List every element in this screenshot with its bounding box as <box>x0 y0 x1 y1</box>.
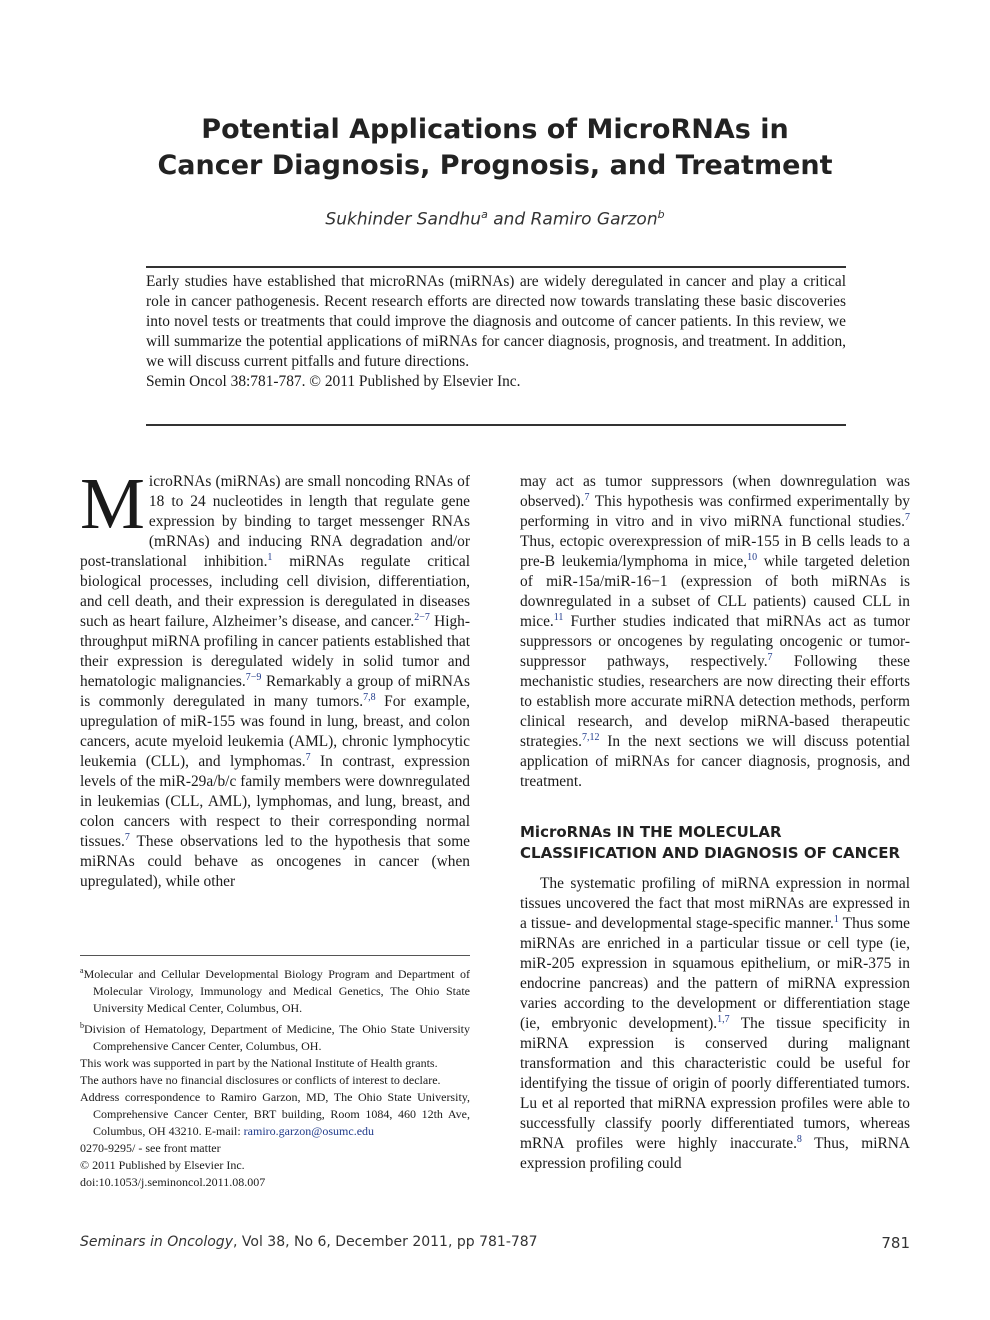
title-line-2: Cancer Diagnosis, Prognosis, and Treatment <box>157 150 833 181</box>
citation-link[interactable]: 7 <box>305 751 311 763</box>
footnotes <box>80 962 470 1191</box>
disclosure-note: The authors have no financial disclosures or conflicts of interest to declare. <box>80 1073 441 1087</box>
page-number: 781 <box>881 1234 910 1252</box>
title-line-1: Potential Applications of MicroRNAs in <box>201 114 789 145</box>
email-link[interactable]: ramiro.garzon@osumc.edu <box>243 1124 375 1138</box>
copyright: © 2011 Published by Elsevier Inc. <box>80 1158 245 1172</box>
author-separator: and <box>487 209 531 230</box>
doi[interactable]: doi:10.1053/j.seminoncol.2011.08.007 <box>80 1175 266 1189</box>
funding-note: This work was supported in part by the National Institute of Health grants. <box>80 1056 438 1070</box>
citation-link[interactable]: 8 <box>796 1133 802 1145</box>
citation-link[interactable]: 1,7 <box>717 1013 730 1025</box>
citation-link[interactable]: 7−9 <box>245 671 262 683</box>
running-footer <box>80 1234 538 1250</box>
correspondence-note: Address correspondence to Ramiro Garzon, MD, The Ohio State University, Comprehensive Cancer Center, BRT building, Room 1084, 460 12th Ave, Columbus, OH 43210. E-mail: ramiro.garzon@osumc.edu <box>80 1090 470 1138</box>
citation-link[interactable]: 2−7 <box>414 611 430 623</box>
citation-link[interactable]: 10 <box>747 551 758 563</box>
article-title <box>0 112 990 184</box>
abstract <box>146 272 846 392</box>
author-name: Ramiro Garzon <box>530 209 658 230</box>
body-column-left <box>80 463 471 892</box>
drop-cap: M <box>80 463 145 544</box>
affiliation-marker: b <box>657 208 665 221</box>
affiliation-b: $^b$Division of Hematology, Department of Medicine, The Ohio State University Comprehensive Cancer Center, Columbus, OH. <box>80 1021 470 1053</box>
issn: 0270-9295/ - see front matter <box>80 1141 221 1155</box>
footnote-rule <box>80 955 470 956</box>
abstract-top-rule <box>146 266 846 268</box>
abstract-text: Early studies have established that microRNAs (miRNAs) are widely deregulated in cancer and play a critical role in cancer pathogenesis. Recent research efforts are directed now towards translating these basic discoveries into novel tests or treatments that could improve the diagnosis and outcome of cancer patients. In this review, we will summarize the potential applications of miRNAs for cancer diagnosis, prognosis, and treatment. In addition, we will discuss current pitfalls and future directions. <box>146 273 846 370</box>
section-heading: MicroRNAs IN THE MOLECULAR CLASSIFICATION AND DIAGNOSIS OF CANCER <box>520 823 901 862</box>
affiliation-a: $^a$Molecular and Cellular Developmental Biology Program and Department of Molecular Virology, Immunology and Medical Genetics, The Ohio State University Medical Center, Columbus, OH. <box>80 966 470 1015</box>
citation-link[interactable]: 1 <box>833 913 839 925</box>
abstract-bottom-rule <box>146 424 846 426</box>
author-list <box>0 208 990 230</box>
citation-link[interactable]: 7 <box>124 831 130 843</box>
intro-paragraph-continued: may act as tumor suppressors (when downregulation was observed).$^7$ This hypothesis was confirmed experimentally by performing in vitro and in vivo miRNA functional studies.$^7$ Thus, ectopic overexpression of miR-155 in B cells leads to a pre-B leukemia/lymphoma in mice,$^{10}$ while targeted deletion of miR-15a/miR-16−1 (expression of both miRNAs is downregulated in a subset of CLL patients) caused CLL in mice.$^{11}$ Further studies indicated that miRNAs act as tumor suppressors or oncogenes by regulating oncogenic or tumor-suppressor pathways, respectively.$^7$ Following these mechanistic studies, researchers are now directing their efforts to establish more accurate miRNA detection methods, perform clinical research, and develop miRNA-based therapeutic strategies.$^{7,12}$ In the next sections we will discuss potential application of miRNAs for cancer diagnosis, prognosis, and treatment. <box>520 473 910 790</box>
author-name: Sukhinder Sandhu <box>325 209 482 230</box>
citation-link[interactable]: 7 <box>905 511 910 523</box>
intro-paragraph: MicroRNAs (miRNAs) are small noncoding RNAs of 18 to 24 nucleotides in length that regulate gene expression by binding to target messenger RNAs (mRNAs) and inducing RNA degradation and/or post-translational inhibition.$^1$ miRNAs regulate critical biological processes, including cell division, differentiation, and cell death, and their expression is deregulated in diseases such as heart failure, Alzheimer’s disease, and cancer.$^{2-7}$ High-throughput miRNA profiling in cancer patients established that their expression is deregulated widely in solid tumor and hematologic malignancies.$^{7-9}$ Remarkably a group of miRNAs is commonly deregulated in many tumors.$^{7,8}$ For example, upregulation of miR-155 was found in lung, breast, and colon cancers, acute myeloid leukemia (AML), chronic lymphocytic leukemia (CLL), and lymphomas.$^7$ In contrast, expression levels of the miR-29a/b/c family members were downregulated in leukemias (CLL, AML), lymphomas, and lung, breast, and colon cancers with respect to their corresponding normal tissues.$^7$ These observations led to the hypothesis that some miRNAs could behave as oncogenes in cancer (when upregulated), while other <box>80 463 471 890</box>
citation-link[interactable]: 7,12 <box>581 731 600 743</box>
citation-link[interactable]: 7,8 <box>363 691 376 703</box>
citation-link[interactable]: 1 <box>267 551 273 563</box>
abstract-citation: Semin Oncol 38:781-787. © 2011 Published by Elsevier Inc. <box>146 373 521 390</box>
citation-link[interactable]: 11 <box>553 611 564 623</box>
citation-link[interactable]: 7 <box>767 651 773 663</box>
citation-link[interactable]: 7 <box>584 491 590 503</box>
section-paragraph: The systematic profiling of miRNA expression in normal tissues uncovered the fact that most miRNAs are expressed in a tissue- and developmental stage-specific manner.$^1$ Thus some miRNAs are enriched in a particular tissue or cell type (ie, miR-205 expression in squamous epithelium, or miR-375 in endocrine pancreas) and the pattern of miRNA expression varies according to the development or differentiation stage (ie, embryonic development).$^{1,7}$ The tissue specificity in miRNA expression is conserved during malignant transformation and this characteristic could be useful for identifying the tissue of origin of poorly differentiated tumors. Lu et al reported that miRNA expression profiles were able to successfully classify poorly differentiated tumors, whereas mRNA profiles were highly inaccurate.$^8$ Thus, miRNA expression profiling could <box>520 875 911 1172</box>
journal-name: Seminars in Oncology <box>80 1234 233 1250</box>
body-column-right <box>520 472 910 1174</box>
affiliation-marker: a <box>481 208 488 221</box>
journal-details: , Vol 38, No 6, December 2011, pp 781-787 <box>232 1234 538 1250</box>
